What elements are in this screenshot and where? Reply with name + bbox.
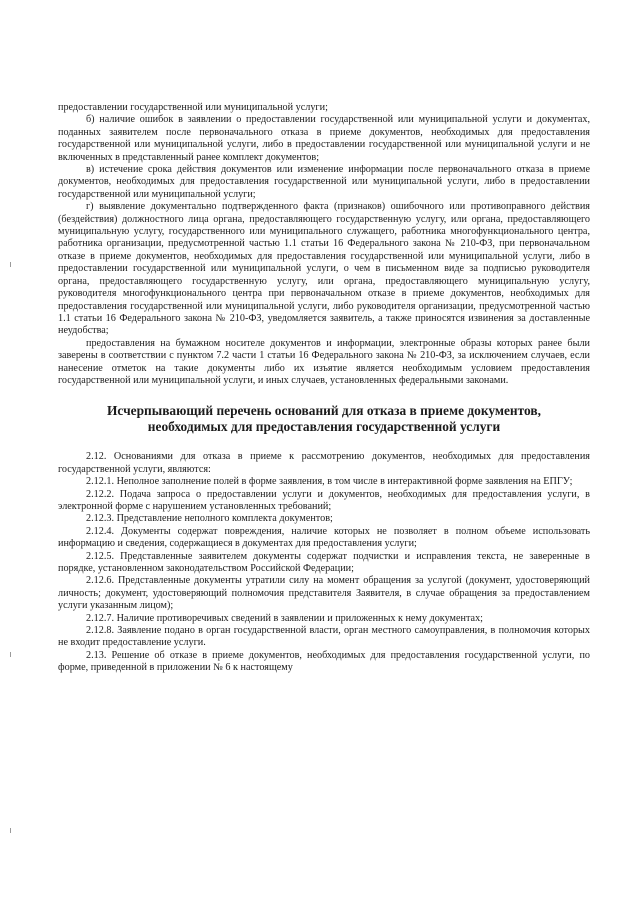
clause-2-12-1: 2.12.1. Неполное заполнение полей в форме заявления, в том числе в интерактивной форме заявления на ЕПГУ; — [86, 476, 573, 488]
scan-margin-mark — [10, 262, 11, 267]
clause-2-12-2: 2.12.2. Подача запроса о предоставлении услуги и документов, необходимых для предоставления услуги, в электронной форме с нарушением установленных требований; — [58, 488, 590, 512]
clause-2-13: 2.13. Решение об отказе в приеме документов, необходимых для предоставления государственной услуги, по форме, приведенной в приложении № 6 к настоящему — [58, 649, 590, 674]
paragraph-continuation: предоставлении государственной или муниципальной услуги; — [58, 102, 328, 113]
paragraph-electronic-images: предоставления на бумажном носителе документов и информации, электронные образы которых ранее были заверены в соответствии с пунктом 7.2 части 1 статьи 16 Федерального закона № 210-ФЗ, за исключением случаев, если нанесение отметок на такие документы либо их изъятие является необходимым условием предоставления государственной или муниципальной услуги, и иных случаев, установленных федеральными законами. — [58, 337, 590, 386]
section-heading — [58, 403, 590, 435]
paragraph-item-v: в) истечение срока действия документов или изменение информации после первоначального отказа в приеме документов, необходимых для предоставления государственной или муниципальной услуги, либо в предоставлении государственной или муниципальной услуги; — [58, 164, 590, 200]
clause-2-12-4: 2.12.4. Документы содержат повреждения, наличие которых не позволяет в полном объеме использовать информацию и сведения, содержащиеся в документах для предоставления услуги; — [58, 525, 590, 550]
clause-2-12-3: 2.12.3. Представление неполного комплекта документов; — [86, 513, 333, 525]
clause-2-12-8: 2.12.8. Заявление подано в орган государственной власти, орган местного самоуправления, в полномочия которых не входит предоставление услуги. — [58, 625, 590, 649]
section-heading-line-2: необходимых для предоставления государственной услуги — [147, 419, 501, 435]
scan-margin-mark — [10, 652, 11, 657]
paragraph-item-g: г) выявление документально подтвержденного факта (признаков) ошибочного или противоправного действия (бездействия) должностного лица органа, предоставляющего государственную услугу, или органа, предоставляющего муниципальную услугу, государственного или муниципального служащего, работника многофункционального центра, работника организации, предусмотренной частью 1.1 статьи 16 Федерального закона № 210-ФЗ, при первоначальном отказе в приеме документов, необходимых для предоставления государственной или муниципальной услуги, либо в предоставлении государственной или муниципальной услуги, о чем в письменном виде за подписью руководителя органа, предоставляющего государственную услугу, или органа, предоставляющего муниципальную услугу, руководителя многофункционального центра при первоначальном отказе в приеме документов, необходимых для предоставления государственной или муниципальной услуги, либо руководителя организации, предусмотренной частью 1.1 статьи 16 Федерального закона № 210-ФЗ, уведомляется заявитель, а также приносятся извинения за доставленные неудобства; — [58, 201, 590, 337]
paragraph-item-b: б) наличие ошибок в заявлении о предоставлении государственной или муниципальной услуги и документах, поданных заявителем после первоначального отказа в приеме документов, необходимых для предоставления государственной или муниципальной услуги, либо в предоставлении государственной или муниципальной услуги и не включенных в представленный ранее комплект документов; — [58, 114, 590, 163]
clause-2-12-5: 2.12.5. Представленные заявителем документы содержат подчистки и исправления текста, не заверенные в порядке, установленном законодательством Российской Федерации; — [58, 550, 590, 574]
scan-margin-mark — [10, 828, 11, 833]
section-heading-line-1: Исчерпывающий перечень оснований для отказа в приеме документов, — [107, 403, 541, 419]
clause-2-12-7: 2.12.7. Наличие противоречивых сведений в заявлении и приложенных к нему документах; — [86, 612, 484, 624]
clause-2-12-6: 2.12.6. Представленные документы утратили силу на момент обращения за услугой (документ, удостоверяющий личность; документ, удостоверяющий полномочия представителя Заявителя, в случае обращения за предоставлением услуги указанным лицом); — [58, 575, 590, 612]
document-page — [58, 102, 590, 675]
clause-2-12: 2.12. Основаниями для отказа в приеме к рассмотрению документов, необходимых для предоставления государственной услуги, являются: — [58, 451, 590, 475]
